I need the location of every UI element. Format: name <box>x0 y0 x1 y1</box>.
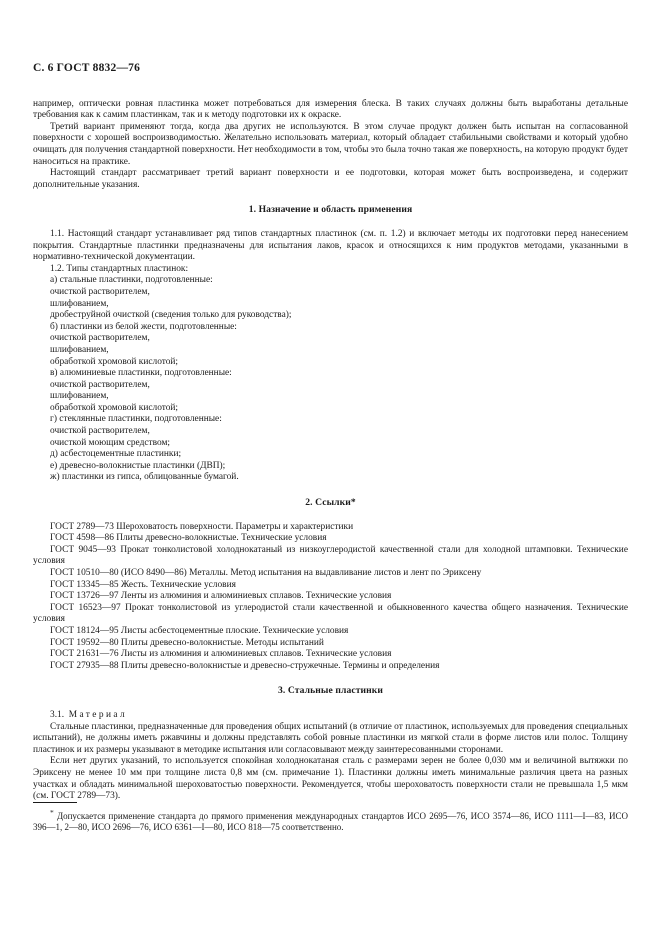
list-item: е) древесно-волокнистые пластинки (ДВП); <box>50 460 226 471</box>
section-3-paragraph-2: Если нет других указаний, то используется спокойная холоднокатаная сталь с размерами зерен не более 0,030 мм и величиной вытяжки по Эриксену не менее 10 мм при толщине листа 0,8 мм (см. примечание 1). Пластинки должны иметь минимальные различия цвета на разных участках и обладать минимальной шероховатостью поверхности. Рекомендуется, чтобы шероховатость поверхности стали не превышала 1,5 мкм (см. ГОСТ 2789—73). <box>33 756 628 802</box>
intro-paragraph-1: например, оптически ровная пластинка может потребоваться для измерения блеска. В таких случаях должны быть выработаны детальные требования как к самим пластинкам, так и к методу подготовки их к окраске. <box>33 98 628 121</box>
clause-1-2-title: 1.2. Типы стандартных пластинок: <box>50 263 189 274</box>
section-3-paragraph-1: Стальные пластинки, предназначенные для проведения общих испытаний (в отличие от пластинок, используемых для проведения специальных испытаний), не должны иметь ржавчины и должны представлять собой ровные пластинки из мягкой стали в форме листов или полос. Толщину пластинок и их размеры указывают в методике испытания или согласовывают между заинтересованными сторонами. <box>33 721 628 755</box>
clause-3-1-heading <box>33 710 628 722</box>
intro-paragraph-3: Настоящий стандарт рассматривает третий вариант поверхности и ее подготовки, которая может быть воспроизведена, и содержит дополнительные указания. <box>33 168 628 190</box>
references-list <box>33 522 628 673</box>
footnote-separator <box>33 802 77 803</box>
reference-item: ГОСТ 10510—80 (ИСО 8490—86) Металлы. Метод испытания на выдавливание листов и лент по Эриксену <box>50 568 482 579</box>
section-3-heading: 3. Стальные пластинки <box>277 685 384 697</box>
clause-3-1-title: Материал <box>68 709 128 720</box>
list-item: а) стальные пластинки, подготовленные: <box>50 275 213 286</box>
list-item: очисткой растворителем, <box>50 379 150 390</box>
list-item: б) пластинки из белой жести, подготовленные: <box>50 321 237 332</box>
section-2-heading: 2. Ссылки* <box>305 497 356 509</box>
footnote-body: Допускается применение стандарта до прямого применения международных стандартов ИСО 2695—76, ИСО 3574—86, ИСО 1111—I—83, ИСО 396—1, 2—80, ИСО 2696—76, ИСО 6361—I—80, ИСО 818—75 соответственно. <box>33 811 629 833</box>
list-item: обработкой хромовой кислотой; <box>50 356 179 367</box>
footnote-text <box>33 807 628 833</box>
list-item: дробеструйной очисткой (сведения только для руководства); <box>50 310 292 321</box>
reference-item: ГОСТ 13726—97 Ленты из алюминия и алюминиевых сплавов. Технические условия <box>50 591 392 602</box>
list-item: ж) пластинки из гипса, облицованные бумагой. <box>50 472 239 483</box>
list-item: шлифованием, <box>50 344 109 355</box>
reference-item: ГОСТ 9045—93 Прокат тонколистовой холоднокатаный из низкоуглеродистой качественной стали для холодной штамповки. Технические условия <box>33 544 628 567</box>
list-item: очисткой растворителем, <box>50 286 150 297</box>
clause-1-1: 1.1. Настоящий стандарт устанавливает ряд типов стандартных пластинок (см. п. 1.2) и включает методы их подготовки перед нанесением покрытия. Стандартные пластинки предназначены для испытания лаков, красок и относящихся к ним продуктов методами, указанными в нормативно-технической документации. <box>33 228 628 263</box>
plate-types-list <box>33 264 628 484</box>
list-item: шлифованием, <box>50 391 109 402</box>
reference-item: ГОСТ 2789—73 Шероховатость поверхности. Параметры и характеристики <box>50 521 354 532</box>
list-item: очисткой моющим средством; <box>50 437 171 448</box>
reference-item: ГОСТ 21631—76 Листы из алюминия и алюминиевых сплавов. Технические условия <box>50 649 392 660</box>
reference-item: ГОСТ 18124—95 Листы асбестоцементные плоские. Технические условия <box>50 625 349 636</box>
reference-item: ГОСТ 19592—80 Плиты древесно-волокнистые. Методы испытаний <box>50 637 324 648</box>
list-item: д) асбестоцементные пластинки; <box>50 449 182 460</box>
reference-item: ГОСТ 27935—88 Плиты древесно-волокнистые и древесно-стружечные. Термины и определения <box>50 660 440 671</box>
reference-item: ГОСТ 4598—86 Плиты древесно-волокнистые. Технические условия <box>50 533 327 544</box>
page-header: С. 6 ГОСТ 8832—76 <box>33 62 141 74</box>
intro-paragraph-2: Третий вариант применяют тогда, когда два других не используются. В этом случае продукт должен быть испытан на согласованной поверхности с хорошей воспроизводимостью. Желательно использовать материал, который обладает стабильными свойствами и который удобно очищать для получения стандартной поверхности. Нет необходимости в том, чтобы это была точно такая же поверхность, на которую продукт будет наноситься на практике. <box>33 121 628 167</box>
clause-3-1-number: 3.1. <box>50 709 65 720</box>
reference-item: ГОСТ 13345—85 Жесть. Технические условия <box>50 579 236 590</box>
reference-item: ГОСТ 16523—97 Прокат тонколистовой из углеродистой стали качественной и обыкновенного качества общего назначения. Технические условия <box>33 602 628 625</box>
list-item: г) стеклянные пластинки, подготовленные: <box>50 414 222 425</box>
list-item: обработкой хромовой кислотой; <box>50 402 179 413</box>
list-item: в) алюминиевые пластинки, подготовленные: <box>50 368 232 379</box>
list-item: очисткой растворителем, <box>50 426 150 437</box>
section-1-heading: 1. Назначение и область применения <box>248 204 413 216</box>
footnote-area <box>33 802 628 833</box>
page-content <box>33 62 628 803</box>
list-item: очисткой растворителем, <box>50 333 150 344</box>
footnote-marker: * <box>50 808 54 817</box>
list-item: шлифованием, <box>50 298 109 309</box>
